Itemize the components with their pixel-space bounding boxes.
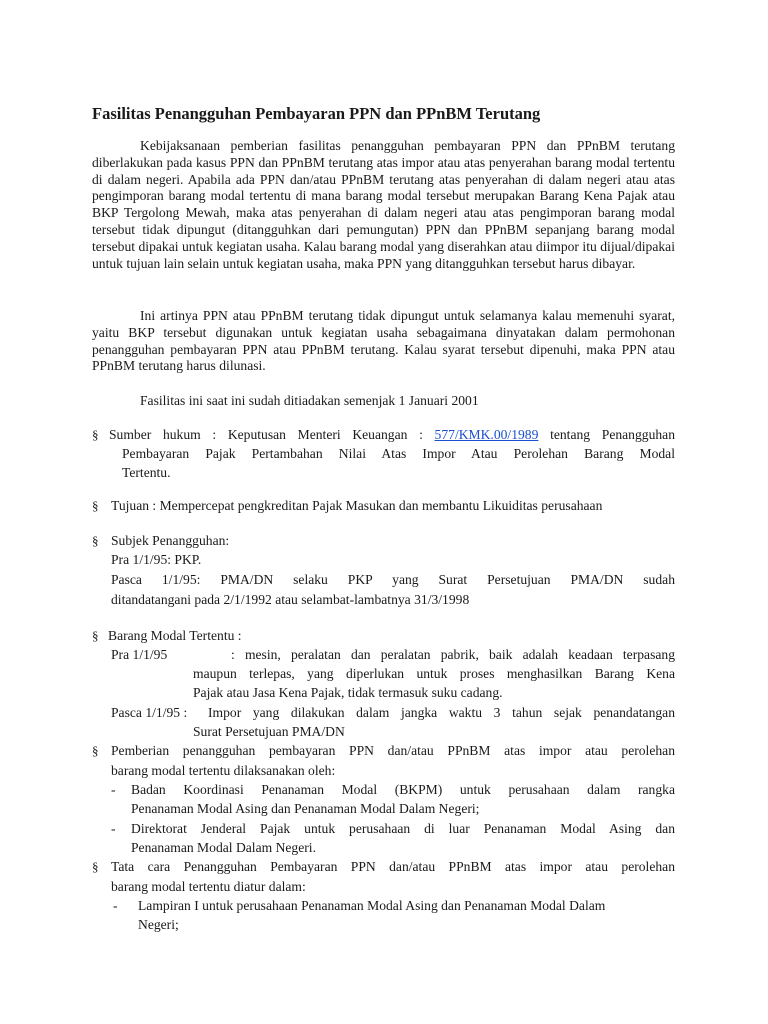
barang-pra-label: Pra 1/1/95 [111, 647, 168, 662]
subjek-pasca-line-2: ditandatangani pada 2/1/1992 atau selambat-lambatnya 31/3/1998 [111, 592, 470, 607]
pemberian-line-2: barang modal tertentu dilaksanakan oleh: [111, 763, 336, 778]
sumber-hukum-rest: tentang Penangguhan [550, 427, 675, 442]
barang-pasca-label: Pasca 1/1/95 : [111, 705, 188, 720]
pemberian-item-2-line-2: Penanaman Modal Dalam Negeri. [131, 840, 316, 855]
section-bullet: § [92, 859, 99, 874]
pemberian-item-1-line-1: Badan Koordinasi Penanaman Modal (BKPM) untuk perusahaan dalam rangka [131, 782, 675, 797]
pemberian-item-2-line-1: Direktorat Jenderal Pajak untuk perusahaan di luar Penanaman Modal Asing dan [131, 821, 675, 836]
barang-pra-line-2: maupun terlepas, yang diperlukan untuk proses menghasilkan Barang Kena [193, 666, 675, 681]
tatacara-line-1: Tata cara Penangguhan Pembayaran PPN dan/atau PPnBM atas impor atau perolehan [111, 859, 675, 874]
barang-heading: Barang Modal Tertentu : [108, 628, 242, 643]
subjek-heading: Subjek Penangguhan: [111, 533, 230, 548]
document-title: Fasilitas Penangguhan Pembayaran PPN dan PPnBM Terutang [92, 104, 541, 123]
paragraph-fasilitas-ditiadakan: Fasilitas ini saat ini sudah ditiadakan semenjak 1 Januari 2001 [140, 393, 479, 408]
tatacara-item-1-line-1: Lampiran I untuk perusahaan Penanaman Modal Asing dan Penanaman Modal Dalam [138, 898, 606, 913]
section-bullet: § [92, 743, 99, 758]
tatacara-item-1-line-2: Negeri; [138, 917, 179, 932]
tatacara-line-2: barang modal tertentu diatur dalam: [111, 879, 306, 894]
section-bullet: § [92, 498, 99, 513]
sumber-hukum-line-3: Tertentu. [122, 465, 171, 480]
barang-pra-line-1: : mesin, peralatan dan peralatan pabrik, baik adalah keadaan terpasang [231, 647, 675, 662]
section-bullet: § [92, 533, 99, 548]
subjek-pra: Pra 1/1/95: PKP. [111, 552, 202, 567]
kmk-link[interactable]: 577/KMK.00/1989 [434, 427, 539, 442]
section-bullet: § [92, 628, 99, 643]
barang-pasca-line-2: Surat Persetujuan PMA/DN [193, 724, 345, 739]
sumber-hukum-label: Sumber hukum : Keputusan Menteri Keuangan : [109, 427, 423, 442]
list-dash: - [111, 821, 116, 836]
tujuan-text: Tujuan : Mempercepat pengkreditan Pajak Masukan dan membantu Likuiditas perusahaan [111, 498, 603, 513]
list-dash: - [111, 782, 116, 797]
barang-pasca-line-1: Impor yang dilakukan dalam jangka waktu 3 tahun sejak penandatangan [208, 705, 675, 720]
paragraph-kebijaksanaan: Kebijaksanaan pemberian fasilitas penangguhan pembayaran PPN dan PPnBM terutang diberlakukan pada kasus PPN dan PPnBM terutang atas impor atau atas penyerahan barang modal tertentu di dalam negeri. Apabila ada PPN dan/atau PPnBM terutang atas penyerahan di dalam negeri atau atas pengimporan barang modal tertentu di mana barang modal tersebut merupakan Barang Kena Pajak atau BKP Tergolong Mewah, maka atas penyerahan di dalam negeri atau atas pengimporan barang modal tersebut tidak dipungut (ditangguhkan dari pemungutan) PPN dan PPnBM sepanjang barang modal tersebut dipakai untuk kegiatan usaha. Kalau barang modal yang diserahkan atau diimpor itu dijual/dipakai untuk tujuan lain selain untuk kegiatan usaha, maka PPN yang ditangguhkan tersebut harus dibayar. [92, 138, 675, 271]
pemberian-item-1-line-2: Penanaman Modal Asing dan Penanaman Modal Dalam Negeri; [131, 801, 480, 816]
sumber-hukum-line-2: Pembayaran Pajak Pertambahan Nilai Atas Impor Atau Perolehan Barang Modal [122, 446, 675, 461]
sumber-hukum-line [109, 427, 675, 447]
list-dash: - [113, 898, 118, 913]
barang-pra-line-3: Pajak atau Jasa Kena Pajak, tidak termasuk suku cadang. [193, 685, 503, 700]
pemberian-line-1: Pemberian penangguhan pembayaran PPN dan/atau PPnBM atas impor atau perolehan [111, 743, 675, 758]
subjek-pasca-line-1: Pasca 1/1/95: PMA/DN selaku PKP yang Surat Persetujuan PMA/DN sudah [111, 572, 675, 587]
section-bullet: § [92, 427, 99, 442]
paragraph-ini-artinya: Ini artinya PPN atau PPnBM terutang tidak dipungut untuk selamanya kalau memenuhi syarat, yaitu BKP tersebut digunakan untuk kegiatan usaha sebagaimana dinyatakan dalam permohonan penangguhan pembayaran PPN atau PPnBM terutang. Kalau syarat tersebut dipenuhi, maka PPN atau PPnBM terutang harus dilunasi. [92, 308, 675, 374]
